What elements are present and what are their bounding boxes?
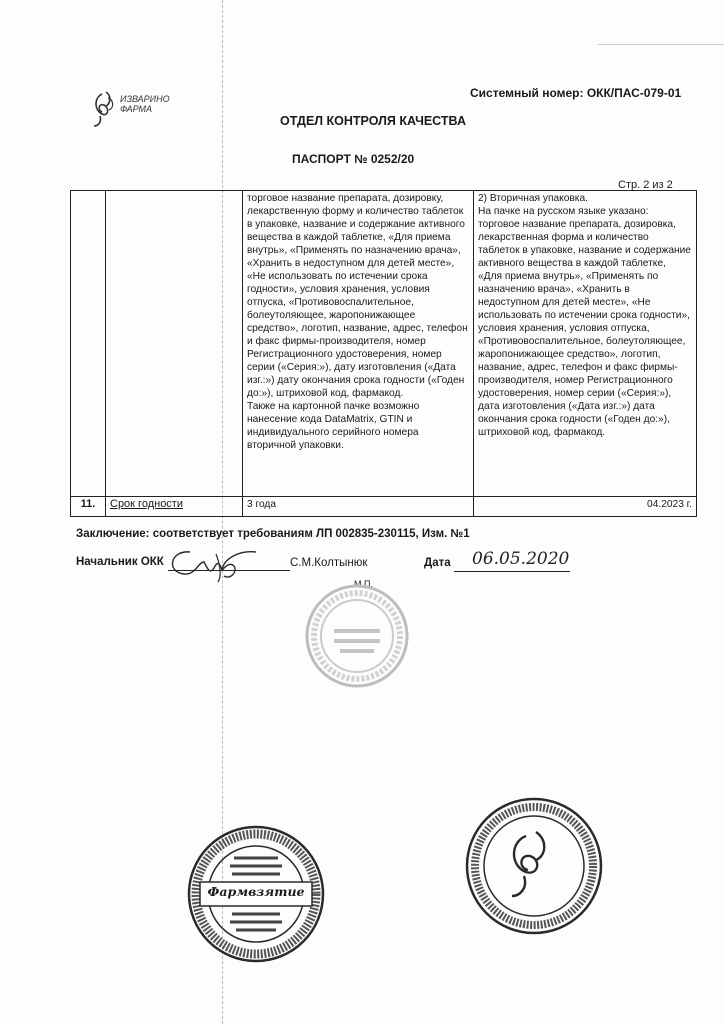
spec-table <box>70 190 697 517</box>
scan-edge-line <box>598 44 724 45</box>
conclusion-text: Заключение: соответствует требованиям ЛП 002835-230115, Изм. №1 <box>76 528 470 540</box>
passport-number: ПАСПОРТ № 0252/20 <box>292 152 415 166</box>
result-cell <box>474 191 697 497</box>
table-row <box>71 191 697 497</box>
department-title: ОТДЕЛ КОНТРОЛЯ КАЧЕСТВА <box>280 114 466 128</box>
faded-round-stamp-icon <box>304 583 410 689</box>
logo-text: ИЗВАРИНО ФАРМА <box>120 94 170 114</box>
manufacturer-round-stamp-icon <box>464 796 604 936</box>
result-value: 04.2023 г. <box>474 497 697 517</box>
parameter-cell <box>106 497 243 517</box>
parameter-name: Срок годности <box>110 498 183 510</box>
requirement-text: торговое название препарата, дозировку, лекарственную форму и количество таблеток в упаковке, название и содержание активного вещества в каждой таблетке, «Для приема внутрь», «Применять по назначению врача», «Хранить в недоступном для детей месте», «Не использовать по истечении срока годности», условия хранения, условия отпуска, «Противовоспалительное, болеутоляющее, жаропонижающее средство», логотип, название, адрес, телефон и факс фирмы-производителя, номер Регистрационного удостоверения, номер серии («Серия:»), дату изготовления («Дата изг.:») дату окончания срока годности («Годен до:»), штриховой код, фармакод. Также на картонной пачке возможно нанесение кода DataMatrix, GTIN и индивидуального серийного номера вторичной упаковки. <box>247 193 468 451</box>
head-name: С.М.Колтынюк <box>290 557 368 569</box>
system-number: Системный номер: ОКК/ПАС-079-01 <box>470 86 682 100</box>
head-label: Начальник ОКК <box>76 556 164 568</box>
date-line <box>454 571 570 572</box>
result-text: 2) Вторичная упаковка. На пачке на русском языке указано: торговое название препарата, дозировка, лекарственная форма и количество таблеток в упаковке, название и содержание активного вещества в каждой таблетке, «Для приема внутрь», «Применять по назначению врача», «Хранить в недоступном для детей месте», «Не использовать по истечении срока годности», условия хранения, условия отпуска, «Противовоспалительное, болеутоляющее, жаропонижающее средство», логотип, название, адрес, телефон и факс фирмы-производителя, номер Регистрационного удостоверения, номер серии («Серия:»), дата изготовления («Дата изг.:») дата окончания срока годности («Годен до:»), штриховой код, фармакод. <box>478 193 691 438</box>
table-row <box>71 497 697 517</box>
page-info: Стр. 2 из 2 <box>618 179 673 191</box>
parameter-cell <box>106 191 243 497</box>
row-number: 11. <box>71 497 106 517</box>
handwritten-date: 06.05.2020 <box>472 549 570 569</box>
row-number-cell <box>71 191 106 497</box>
date-label: Дата <box>424 557 451 569</box>
requirement-cell <box>243 191 474 497</box>
distributor-stamp-name: Фармвзятие <box>207 884 305 899</box>
handwritten-signature-icon <box>160 540 280 584</box>
requirement-value: 3 года <box>243 497 474 517</box>
stamp-place-label: М.П. <box>354 579 373 589</box>
